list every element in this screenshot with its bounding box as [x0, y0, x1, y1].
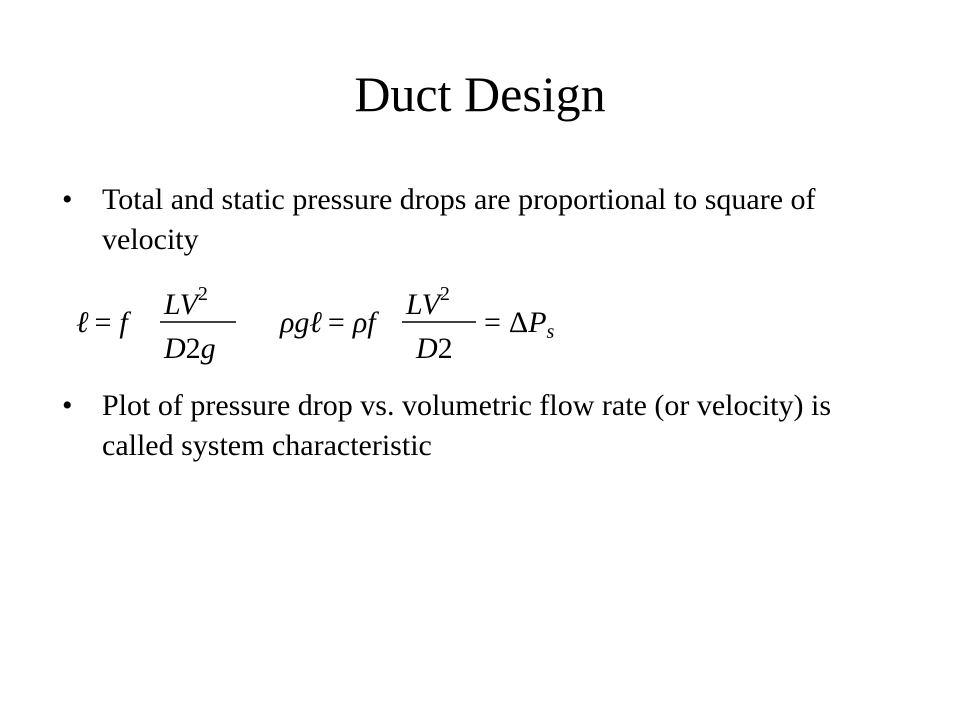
equation-2	[279, 283, 555, 365]
svg-text:D2: D2	[416, 332, 453, 365]
bullet-item	[62, 386, 862, 466]
equation-1	[76, 283, 236, 365]
bullet-item	[62, 180, 862, 260]
svg-text:LV2: $LV^2$	[164, 283, 208, 321]
formula-svg	[76, 274, 596, 374]
svg-text:D2g: D2g	[164, 332, 216, 365]
bullet-marker: •	[62, 183, 73, 216]
bullet-text: Total and static pressure drops are proportional to square of velocity	[102, 183, 816, 256]
bullet-marker: •	[62, 389, 73, 422]
svg-text:LV2: $LV^2$	[406, 283, 450, 321]
slide-title: Duct Design	[354, 66, 606, 122]
bullet-text: Plot of pressure drop vs. volumetric flow rate (or velocity) is called system characteristic	[102, 389, 831, 462]
svg-text:ℓ=f: ℓ = f	[76, 306, 128, 339]
svg-text:ρgℓ=ρf: ρgℓ = ρf	[280, 306, 376, 339]
formula-row	[76, 274, 596, 374]
svg-text:=ΔPs: = $\Delta P_s$	[484, 306, 555, 343]
